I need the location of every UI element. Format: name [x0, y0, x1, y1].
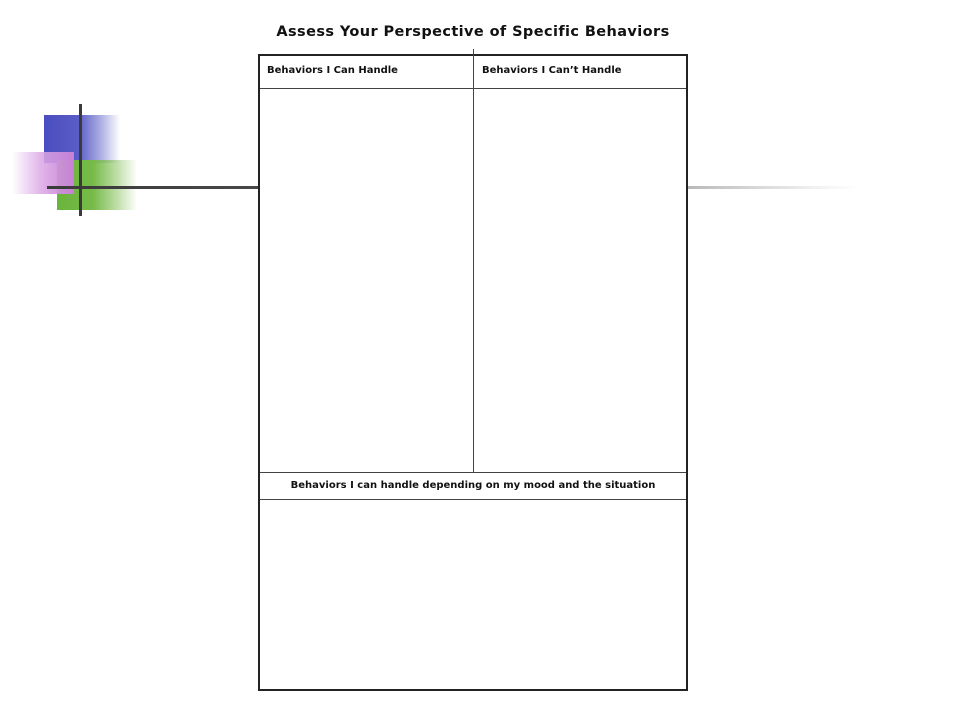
can-handle-writing-area[interactable]	[260, 89, 473, 472]
pink-square-decoration	[12, 152, 74, 194]
worksheet-table	[258, 54, 688, 691]
cant-handle-writing-area[interactable]	[474, 89, 686, 472]
column-header-cant-handle: Behaviors I Can’t Handle	[482, 65, 622, 76]
green-square-decoration	[57, 160, 137, 210]
worksheet-title: Assess Your Perspective of Specific Behaviors	[276, 24, 670, 40]
depends-on-mood-writing-area[interactable]	[260, 500, 686, 689]
blue-square-decoration	[44, 115, 120, 163]
column-header-can-handle: Behaviors I Can Handle	[267, 65, 398, 76]
vertical-rule-decoration	[79, 104, 82, 216]
depends-on-mood-header: Behaviors I can handle depending on my mood and the situation	[260, 472, 686, 500]
